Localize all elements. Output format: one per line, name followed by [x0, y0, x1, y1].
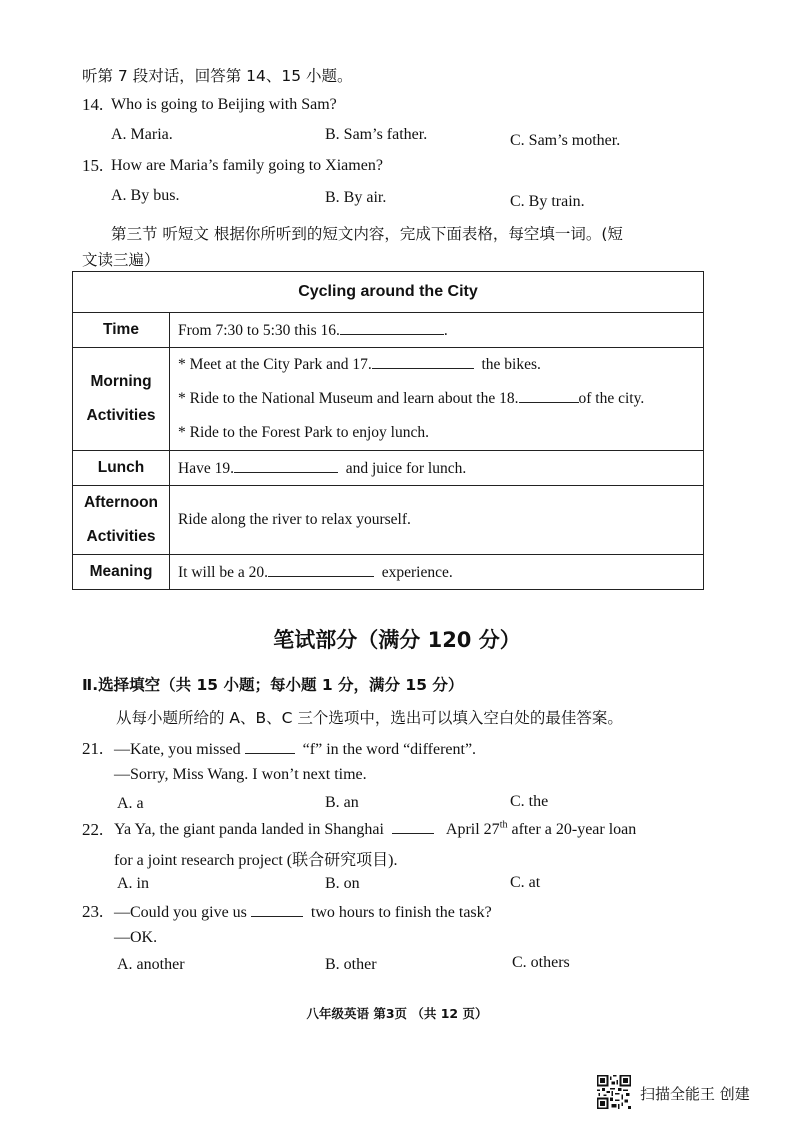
- lunch-text-end: and juice for lunch.: [345, 460, 467, 477]
- q22-number: 22.: [82, 820, 104, 839]
- blank-20[interactable]: [268, 562, 374, 577]
- morning-item-2: [178, 382, 695, 416]
- q22-date: April 27: [445, 821, 500, 838]
- table-row-afternoon: [73, 486, 704, 555]
- section2-instructions: 从每小题所给的 A、B、C 三个选项中，选出可以填入空白处的最佳答案。: [116, 709, 623, 727]
- q21-line1-text: —Kate, you missed: [114, 741, 241, 758]
- table-row-morning: [73, 348, 704, 451]
- morning-item-1-end: the bikes.: [481, 356, 541, 373]
- qr-code-icon: [597, 1075, 631, 1109]
- q23-line1: [114, 902, 492, 922]
- lunch-text: Have 19.: [178, 460, 234, 477]
- meaning-text-end: experience.: [381, 564, 453, 581]
- morning-item-2-text: * Ride to the National Museum and learn about the 18.: [178, 390, 519, 407]
- meaning-label: Meaning: [73, 555, 170, 590]
- meaning-text: It will be a 20.: [178, 564, 268, 581]
- morning-label-line1: Morning: [90, 373, 152, 390]
- q21-option-c: C. the: [510, 793, 549, 810]
- afternoon-label: [73, 486, 170, 555]
- section2-title: Ⅱ.选择填空（共 15 小题；每小题 1 分，满分 15 分）: [82, 676, 464, 694]
- afternoon-cell: Ride along the river to relax yourself.: [170, 486, 704, 555]
- q21-line2: —Sorry, Miss Wang. I won’t next time.: [114, 766, 367, 783]
- q23-line2: —OK.: [114, 929, 158, 946]
- q22-line1-text: Ya Ya, the giant panda landed in Shanghai: [114, 821, 384, 838]
- blank-17[interactable]: [372, 354, 474, 369]
- q15-option-c: C. By train.: [510, 193, 585, 210]
- q14-number: 14.: [82, 95, 104, 114]
- q22-line2: for a joint research project (联合研究项目).: [114, 852, 398, 869]
- q21-line1-end: “f” in the word “different”.: [302, 741, 477, 758]
- meaning-cell: [170, 555, 704, 590]
- morning-label-line2: Activities: [86, 407, 156, 424]
- q14-option-b: B. Sam’s father.: [325, 126, 428, 143]
- q23-line1-text: —Could you give us: [114, 904, 247, 921]
- table-row-lunch: [73, 451, 704, 486]
- time-text-end: .: [443, 322, 448, 339]
- q22-date-suffix: th: [499, 819, 508, 831]
- blank-19[interactable]: [234, 458, 338, 473]
- page-footer: 八年级英语 第3页 （共 12 页）: [306, 1006, 488, 1021]
- part7-intro: 听第 7 段对话，回答第 14、15 小题。: [82, 67, 353, 85]
- q22-option-a: A. in: [117, 875, 149, 892]
- written-section-title: 笔试部分（满分 120 分）: [273, 628, 521, 652]
- q21-number: 21.: [82, 739, 104, 758]
- table-row-time: [73, 313, 704, 348]
- q22-option-c: C. at: [510, 874, 541, 891]
- q22-blank[interactable]: [392, 819, 434, 834]
- q15-number: 15.: [82, 156, 104, 175]
- q21-blank[interactable]: [245, 739, 295, 754]
- blank-16[interactable]: [340, 320, 444, 335]
- q23-option-a: A. another: [117, 956, 185, 973]
- blank-18[interactable]: [519, 388, 579, 403]
- q23-option-b: B. other: [325, 956, 377, 973]
- q23-blank[interactable]: [251, 902, 303, 917]
- lunch-label: Lunch: [73, 451, 170, 486]
- q23-number: 23.: [82, 902, 104, 921]
- q14-text: Who is going to Beijing with Sam?: [111, 96, 337, 113]
- table-title: Cycling around the City: [73, 272, 704, 313]
- time-label: Time: [73, 313, 170, 348]
- q15-option-a: A. By bus.: [111, 187, 180, 204]
- morning-item-3: * Ride to the Forest Park to enjoy lunch.: [178, 424, 429, 441]
- section3-intro-line1: 第三节 听短文 根据你所听到的短文内容，完成下面表格，每空填一词。(短: [111, 225, 623, 243]
- q22-line1-end: after a 20-year loan: [511, 821, 637, 838]
- q23-option-c: C. others: [512, 954, 570, 971]
- morning-cell: [170, 348, 704, 451]
- time-text: From 7:30 to 5:30 this 16.: [178, 322, 340, 339]
- lunch-cell: [170, 451, 704, 486]
- q15-option-b: B. By air.: [325, 189, 387, 206]
- q22-option-b: B. on: [325, 875, 360, 892]
- q22-line1: [114, 819, 636, 839]
- q14-option-c: C. Sam’s mother.: [510, 132, 621, 149]
- q21-option-b: B. an: [325, 794, 359, 811]
- q15-text: How are Maria’s family going to Xiamen?: [111, 157, 383, 174]
- time-cell: [170, 313, 704, 348]
- q23-line1-end: two hours to finish the task?: [310, 904, 492, 921]
- morning-label: [73, 348, 170, 451]
- table-title-row: [73, 272, 704, 313]
- section3-intro-line2: 文读三遍）: [82, 251, 160, 269]
- morning-item-2-end: of the city.: [578, 390, 645, 407]
- q14-option-a: A. Maria.: [111, 126, 173, 143]
- q21-option-a: A. a: [117, 795, 144, 812]
- table-row-meaning: [73, 555, 704, 590]
- afternoon-label-line2: Activities: [86, 528, 156, 545]
- q21-line1: [114, 739, 476, 759]
- scanner-watermark: 扫描全能王 创建: [640, 1085, 750, 1103]
- morning-item-1-text: * Meet at the City Park and 17.: [178, 356, 372, 373]
- morning-item-1: [178, 348, 695, 382]
- afternoon-label-line1: Afternoon: [83, 494, 159, 511]
- cycling-table: [72, 271, 704, 590]
